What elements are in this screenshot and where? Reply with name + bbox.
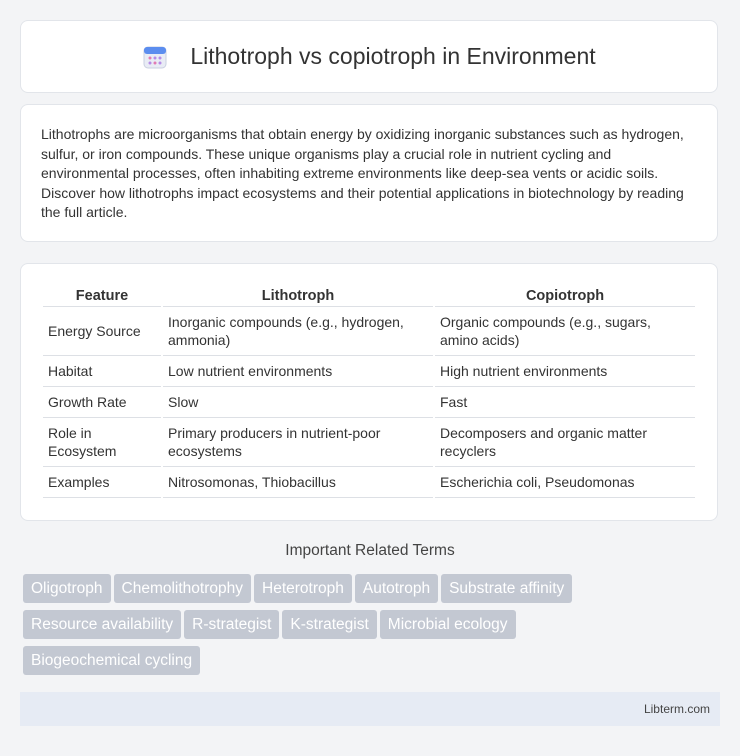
calendar-icon [142, 44, 168, 70]
intro-card [20, 104, 718, 242]
table-cell: Fast [435, 387, 695, 418]
comparison-table [41, 284, 697, 498]
table-cell: High nutrient environments [435, 356, 695, 387]
table-header-cell: Lithotroph [163, 284, 433, 307]
table-row [43, 307, 695, 356]
tag-microbial-ecology[interactable]: Microbial ecology [380, 610, 516, 639]
table-cell: Habitat [43, 356, 161, 387]
tag-autotroph[interactable]: Autotroph [355, 574, 438, 603]
table-cell: Role in Ecosystem [43, 418, 161, 467]
table-cell: Examples [43, 467, 161, 498]
tag-resource-availability[interactable]: Resource availability [23, 610, 181, 639]
table-cell: Decomposers and organic matter recyclers [435, 418, 695, 467]
table-cell: Nitrosomonas, Thiobacillus [163, 467, 433, 498]
comparison-table-card [20, 263, 718, 521]
intro-text: Lithotrophs are microorganisms that obtain energy by oxidizing inorganic substances such as hydrogen, sulfur, or iron compounds. These unique organisms play a crucial role in nutrient cycling and environmental processes, often inhabiting extreme environments like deep-sea vents or acidic soils. Discover how lithotrophs impact ecosystems and their potential applications in biotechnology by reading the full article. [41, 126, 684, 220]
table-row [43, 418, 695, 467]
page-title: Lithotroph vs copiotroph in Environment [190, 43, 596, 69]
table-row [43, 387, 695, 418]
table-header-cell: Feature [43, 284, 161, 307]
table-row [43, 467, 695, 498]
related-terms-list [23, 574, 723, 682]
tag-r-strategist[interactable]: R-strategist [184, 610, 279, 639]
table-cell: Slow [163, 387, 433, 418]
table-cell: Energy Source [43, 307, 161, 356]
tag-chemolithotrophy[interactable]: Chemolithotrophy [114, 574, 251, 603]
related-terms-title: Important Related Terms [285, 542, 455, 559]
title-card [20, 20, 718, 93]
tag-heterotroph[interactable]: Heterotroph [254, 574, 352, 603]
tag-oligotroph[interactable]: Oligotroph [23, 574, 111, 603]
footer [20, 692, 720, 726]
table-cell: Primary producers in nutrient-poor ecosystems [163, 418, 433, 467]
table-cell: Inorganic compounds (e.g., hydrogen, ammonia) [163, 307, 433, 356]
table-row [43, 356, 695, 387]
table-header-row [43, 284, 695, 307]
table-cell: Low nutrient environments [163, 356, 433, 387]
table-cell: Growth Rate [43, 387, 161, 418]
table-cell: Organic compounds (e.g., sugars, amino acids) [435, 307, 695, 356]
table-cell: Escherichia coli, Pseudomonas [435, 467, 695, 498]
tag-substrate-affinity[interactable]: Substrate affinity [441, 574, 572, 603]
tag-k-strategist[interactable]: K-strategist [282, 610, 376, 639]
tag-biogeochemical-cycling[interactable]: Biogeochemical cycling [23, 646, 200, 675]
footer-link[interactable]: Libterm.com [643, 702, 710, 716]
table-header-cell: Copiotroph [435, 284, 695, 307]
